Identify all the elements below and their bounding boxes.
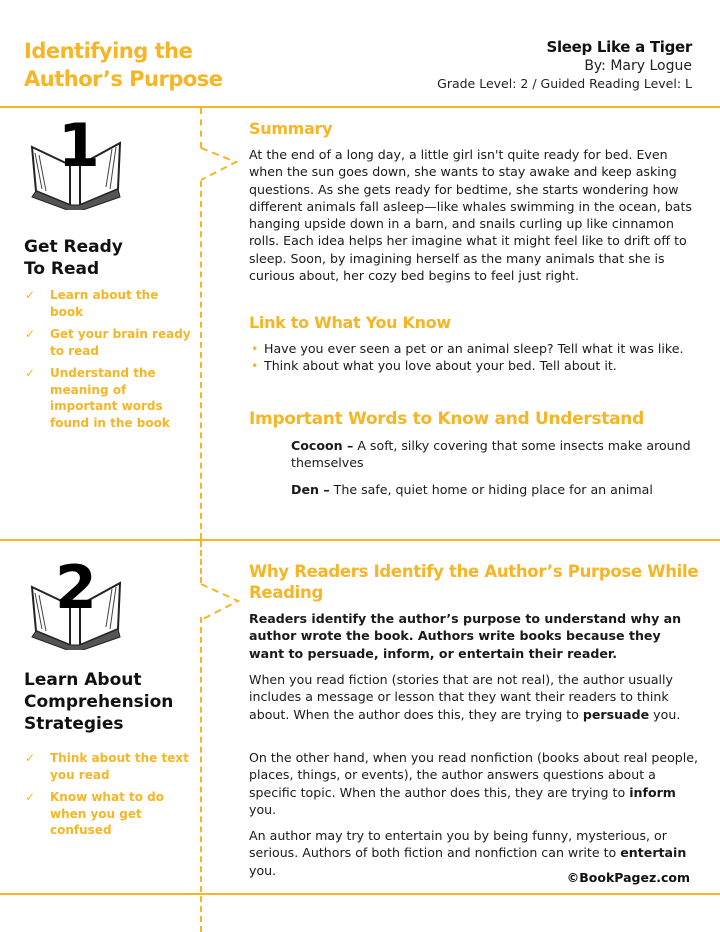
book-author: By: Mary Logue: [584, 58, 692, 74]
step1-heading-line1: Get Ready: [24, 237, 123, 257]
vocab-term: Cocoon –: [291, 438, 354, 453]
vocab-item: [291, 481, 701, 498]
chevron-right-icon: [200, 140, 244, 188]
vocab-definition: A soft, silky covering that some insects make around themselves: [291, 438, 691, 471]
step2-heading-line1: Learn About: [24, 670, 142, 690]
bullet-icon: •: [251, 341, 259, 356]
bullet-icon: •: [251, 358, 259, 374]
step2-checklist: [24, 750, 194, 845]
why-paragraph-fiction: When you read fiction (stories that are not real), the author usually includes a message or lesson that they want their readers to think about. When the author does this, they are trying to persuade you.: [249, 672, 681, 722]
summary-heading: Summary: [249, 119, 333, 138]
step1-checklist: [24, 287, 194, 437]
step1-heading-line2: To Read: [24, 259, 100, 279]
why-paragraph-nonfiction: On the other hand, when you read nonfiction (books about real people, places, things, or events), the author answers questions about a specific topic. When the author does this, they are trying to inform you.: [249, 750, 699, 817]
why-paragraph-entertain: An author may try to entertain you by being funny, mysterious, or serious. Authors of both fiction and nonfiction can write to entertain you.: [249, 828, 687, 878]
step1-heading: [24, 236, 123, 280]
vocabulary-list: [291, 437, 701, 507]
step2-heading: [24, 669, 173, 735]
why-intro: Readers identify the author’s purpose to understand why an author wrote the book. Authors write books because they want to persuade, inform, or entertain their reader.: [249, 611, 682, 661]
divider-top: [0, 106, 720, 108]
checkmark-icon: ✓: [25, 751, 36, 765]
checkmark-icon: ✓: [25, 288, 36, 302]
column-divider: [200, 541, 202, 583]
step2-heading-line3: Strategies: [24, 714, 124, 734]
link-bullets: [249, 340, 699, 375]
book-title: Sleep Like a Tiger: [546, 38, 692, 56]
bullet-item: • Have you ever seen a pet or an animal sleep? Tell what it was like.: [251, 341, 684, 356]
vocab-term: Den –: [291, 481, 330, 497]
checkmark-icon: ✓: [25, 366, 36, 380]
vocab-item: [291, 437, 701, 472]
why-heading: Why Readers Identify the Author’s Purpose While Reading: [249, 562, 699, 602]
step2-heading-line2: Comprehension: [24, 692, 174, 712]
step-number-2: 2: [55, 553, 97, 623]
bullet-item: • Think about what you love about your bed. Tell about it.: [251, 358, 617, 374]
page-title-line2: Author’s Purpose: [24, 67, 223, 91]
checklist-item: ✓ Get your brain ready to read: [25, 327, 191, 358]
checklist-item: ✓ Learn about the book: [25, 288, 159, 319]
divider-middle: [0, 539, 720, 541]
vocab-definition: The safe, quiet home or hiding place for an animal: [329, 481, 653, 497]
checkmark-icon: ✓: [25, 327, 36, 341]
link-heading: Link to What You Know: [249, 313, 451, 332]
page-title-line1: Identifying the: [24, 39, 193, 63]
step-number-1: 1: [58, 111, 100, 181]
copyright: ©BookPagez.com: [566, 870, 690, 885]
book-info: [437, 38, 692, 93]
chevron-right-icon: [200, 578, 244, 626]
checklist-item: ✓ Understand the meaning of important words found in the book: [25, 366, 170, 430]
reading-levels: Grade Level: 2 / Guided Reading Level: L: [437, 76, 692, 91]
summary-text: At the end of a long day, a little girl isn't quite ready for bed. Even when the sun goes down, she wants to stay awake and keep asking questions. As she gets ready for bedtime, she starts wondering how different animals fall asleep—like whales swimming in the ocean, bats hanging upside down in a barn, and snails curling up like cinnamon rolls. Each idea helps her imagine what it might feel like to drift off to sleep. Soon, by imagining herself as the many animals that she is curious about, her cozy bed begins to feel just right.: [249, 147, 692, 284]
column-divider: [200, 181, 202, 539]
checklist-item: ✓ Know what to do when you get confused: [25, 790, 164, 837]
divider-bottom: [0, 893, 720, 895]
checklist-item: ✓ Think about the text you read: [25, 751, 189, 782]
column-divider: [200, 617, 202, 932]
page-title: [24, 37, 223, 93]
checkmark-icon: ✓: [25, 790, 36, 804]
words-heading: Important Words to Know and Understand: [249, 409, 644, 429]
